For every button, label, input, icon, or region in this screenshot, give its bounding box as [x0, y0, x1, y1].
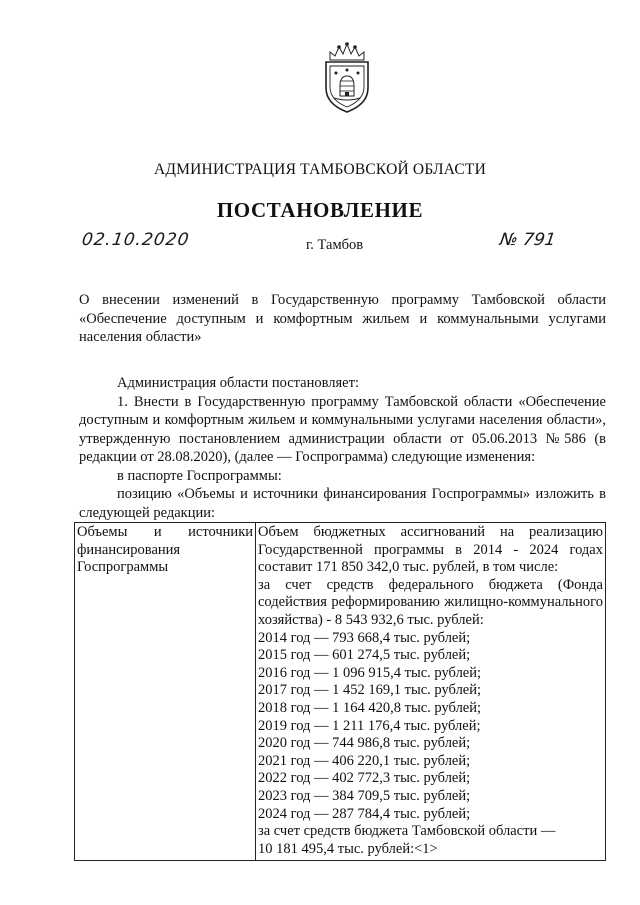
year-line: 2021 год — 406 220,1 тыс. рублей;: [258, 752, 471, 769]
year-line: 2016 год — 1 096 915,4 тыс. рублей;: [258, 664, 482, 681]
coat-of-arms-emblem: [316, 40, 378, 114]
financing-intro: Объем бюджетных ассигнований на реализацию Государственной программы в 2014 - 2024 годах составит 171 850 342,0 тыс. рублей, в том числе:: [258, 524, 603, 576]
document-body: [79, 374, 606, 522]
body-paragraph: Администрация области постановляет:: [117, 375, 359, 391]
year-line: 2014 год — 793 668,4 тыс. рублей;: [258, 629, 471, 646]
year-line: 2018 год — 1 164 420,8 тыс. рублей;: [258, 699, 482, 716]
label-line: финансирования: [77, 541, 181, 558]
document-city: г. Тамбов: [306, 237, 364, 253]
federal-budget-intro: за счет средств федерального бюджета (Фонда содействия реформированию жилищно-коммунального хозяйства) - 8 543 932,6 тыс. рублей:: [258, 576, 603, 628]
body-paragraph: в паспорте Госпрограммы:: [117, 467, 282, 484]
year-line: 2023 год — 384 709,5 тыс. рублей;: [258, 787, 471, 804]
year-line: 2015 год — 601 274,5 тыс. рублей;: [258, 647, 471, 664]
label-line: Объемы и источники: [77, 524, 253, 540]
body-paragraph: позицию «Объемы и источники финансирования Госпрограммы» изложить в следующей редакции:: [79, 486, 606, 521]
document-subject: О внесении изменений в Государственную программу Тамбовской области «Обеспечение доступным и комфортным жильем и коммунальными услугами населения области»: [79, 292, 606, 345]
table-row: [75, 523, 606, 861]
year-line: 2022 год — 402 772,3 тыс. рублей;: [258, 770, 471, 787]
year-line: 2020 год — 744 986,8 тыс. рублей;: [258, 735, 471, 752]
document-number: № 791: [498, 230, 557, 250]
year-line: 2019 год — 1 211 176,4 тыс. рублей;: [258, 717, 481, 734]
body-paragraph: 1. Внести в Государственную программу Тамбовской области «Обеспечение доступным и комфортным жильем и коммунальными услугами населения области», утвержденную постановлением администрации области от 05.06.2013 №586 (в редакции от 28.08.2020), (далее — Госпрограмма) следующие изменения:: [79, 393, 606, 465]
financing-table: [74, 522, 606, 861]
document-date: 02.10.2020: [80, 230, 191, 250]
document-type: ПОСТАНОВЛЕНИЕ: [216, 198, 424, 222]
regional-budget-intro: за счет средств бюджета Тамбовской области —: [258, 823, 556, 840]
regional-budget-total: 10 181 495,4 тыс. рублей:<1>: [258, 840, 438, 857]
table-cell-content: [256, 523, 606, 861]
organization-name: АДМИНИСТРАЦИЯ ТАМБОВСКОЙ ОБЛАСТИ: [154, 161, 486, 178]
table-cell-label: [75, 523, 256, 861]
year-line: 2024 год — 287 784,4 тыс. рублей;: [258, 805, 471, 822]
label-line: Госпрограммы: [77, 559, 169, 576]
year-line: 2017 год — 1 452 169,1 тыс. рублей;: [258, 682, 482, 699]
